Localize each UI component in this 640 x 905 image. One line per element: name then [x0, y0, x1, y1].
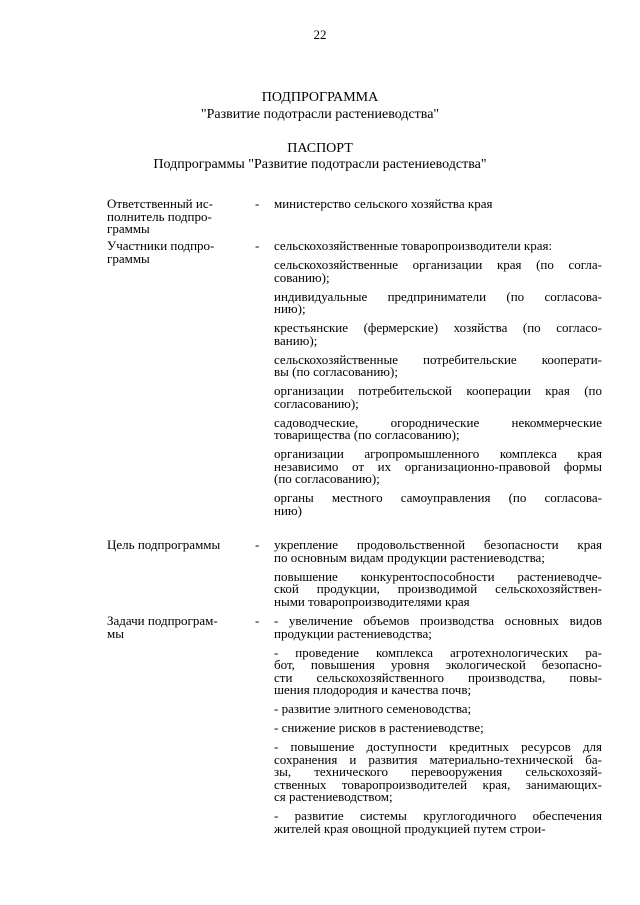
- row-label: Задачи подпрограм- мы: [107, 613, 218, 641]
- row-label: Цель подпрограммы: [107, 537, 221, 552]
- row-dash: -: [255, 238, 260, 253]
- row-content: [274, 198, 602, 211]
- row-paragraph: министерство сельского хозяйства края: [274, 196, 493, 211]
- page-number: 22: [313, 27, 327, 42]
- row-paragraph: - развитие системы круглогодичного обеспечения жителей края овощной продукцией путем строи-: [274, 808, 602, 836]
- row-paragraph: органы местного самоуправления (по согласова- нию): [274, 490, 602, 518]
- row-paragraph: крестьянские (фермерские) хозяйства (по согласо- ванию);: [274, 320, 602, 348]
- row-paragraph: - развитие элитного семеноводства;: [274, 701, 472, 716]
- row-paragraph: - снижение рисков в растениеводстве;: [274, 720, 484, 735]
- row-paragraph: сельскохозяйственные организации края (по согла- сованию);: [274, 257, 602, 285]
- row-dash: -: [255, 537, 260, 552]
- row-content: [274, 539, 602, 608]
- row-dash: -: [255, 196, 260, 211]
- row-paragraph: - повышение доступности кредитных ресурсов для сохранения и развития материально-технической ба- зы, технического перевооружения сельскохозяй- ственных товаропроизводителей края, занимающих- ся растениеводством;: [274, 739, 602, 804]
- row-paragraph: укрепление продовольственной безопасности края по основным видам продукции растениеводства;: [274, 537, 602, 565]
- row-content: [274, 615, 602, 835]
- passport-heading: ПАСПОРТ: [287, 141, 353, 156]
- row-label: Ответственный ис- полнитель подпро- граммы: [107, 196, 213, 236]
- row-paragraph: - проведение комплекса агротехнологических ра- бот, повышения уровня экологической безопасно- сти сельскохозяйственного производства, повы- шения плодородия и качества почв;: [274, 644, 602, 697]
- row-content: [274, 240, 602, 517]
- row-paragraph: - увеличение объемов производства основных видов продукции растениеводства;: [274, 613, 602, 641]
- row-paragraph: садоводческие, огороднические некоммерческие товарищества (по согласованию);: [274, 414, 602, 442]
- row-paragraph: организации потребительской кооперации края (по согласованию);: [274, 383, 602, 411]
- row-label: Участники подпро- граммы: [107, 238, 215, 266]
- subprogram-heading: ПОДПРОГРАММА: [261, 90, 379, 105]
- row-dash: -: [255, 613, 260, 628]
- passport-subtitle: Подпрограммы "Развитие подотрасли растениеводства": [153, 157, 487, 172]
- row-paragraph: повышение конкурентоспособности растениеводче- ской продукции, производимой сельскохозяйствен- ными товаропроизводителями края: [274, 568, 602, 609]
- row-paragraph: сельскохозяйственные потребительские кооперати- вы (по согласованию);: [274, 351, 602, 379]
- row-paragraph: организации агропромышленного комплекса края независимо от их организационно-правовой формы (по согласованию);: [274, 446, 602, 486]
- subprogram-name: "Развитие подотрасли растениеводства": [200, 107, 440, 122]
- row-paragraph: сельскохозяйственные товаропроизводители края:: [274, 238, 553, 253]
- row-paragraph: индивидуальные предприниматели (по согласова- нию);: [274, 288, 602, 316]
